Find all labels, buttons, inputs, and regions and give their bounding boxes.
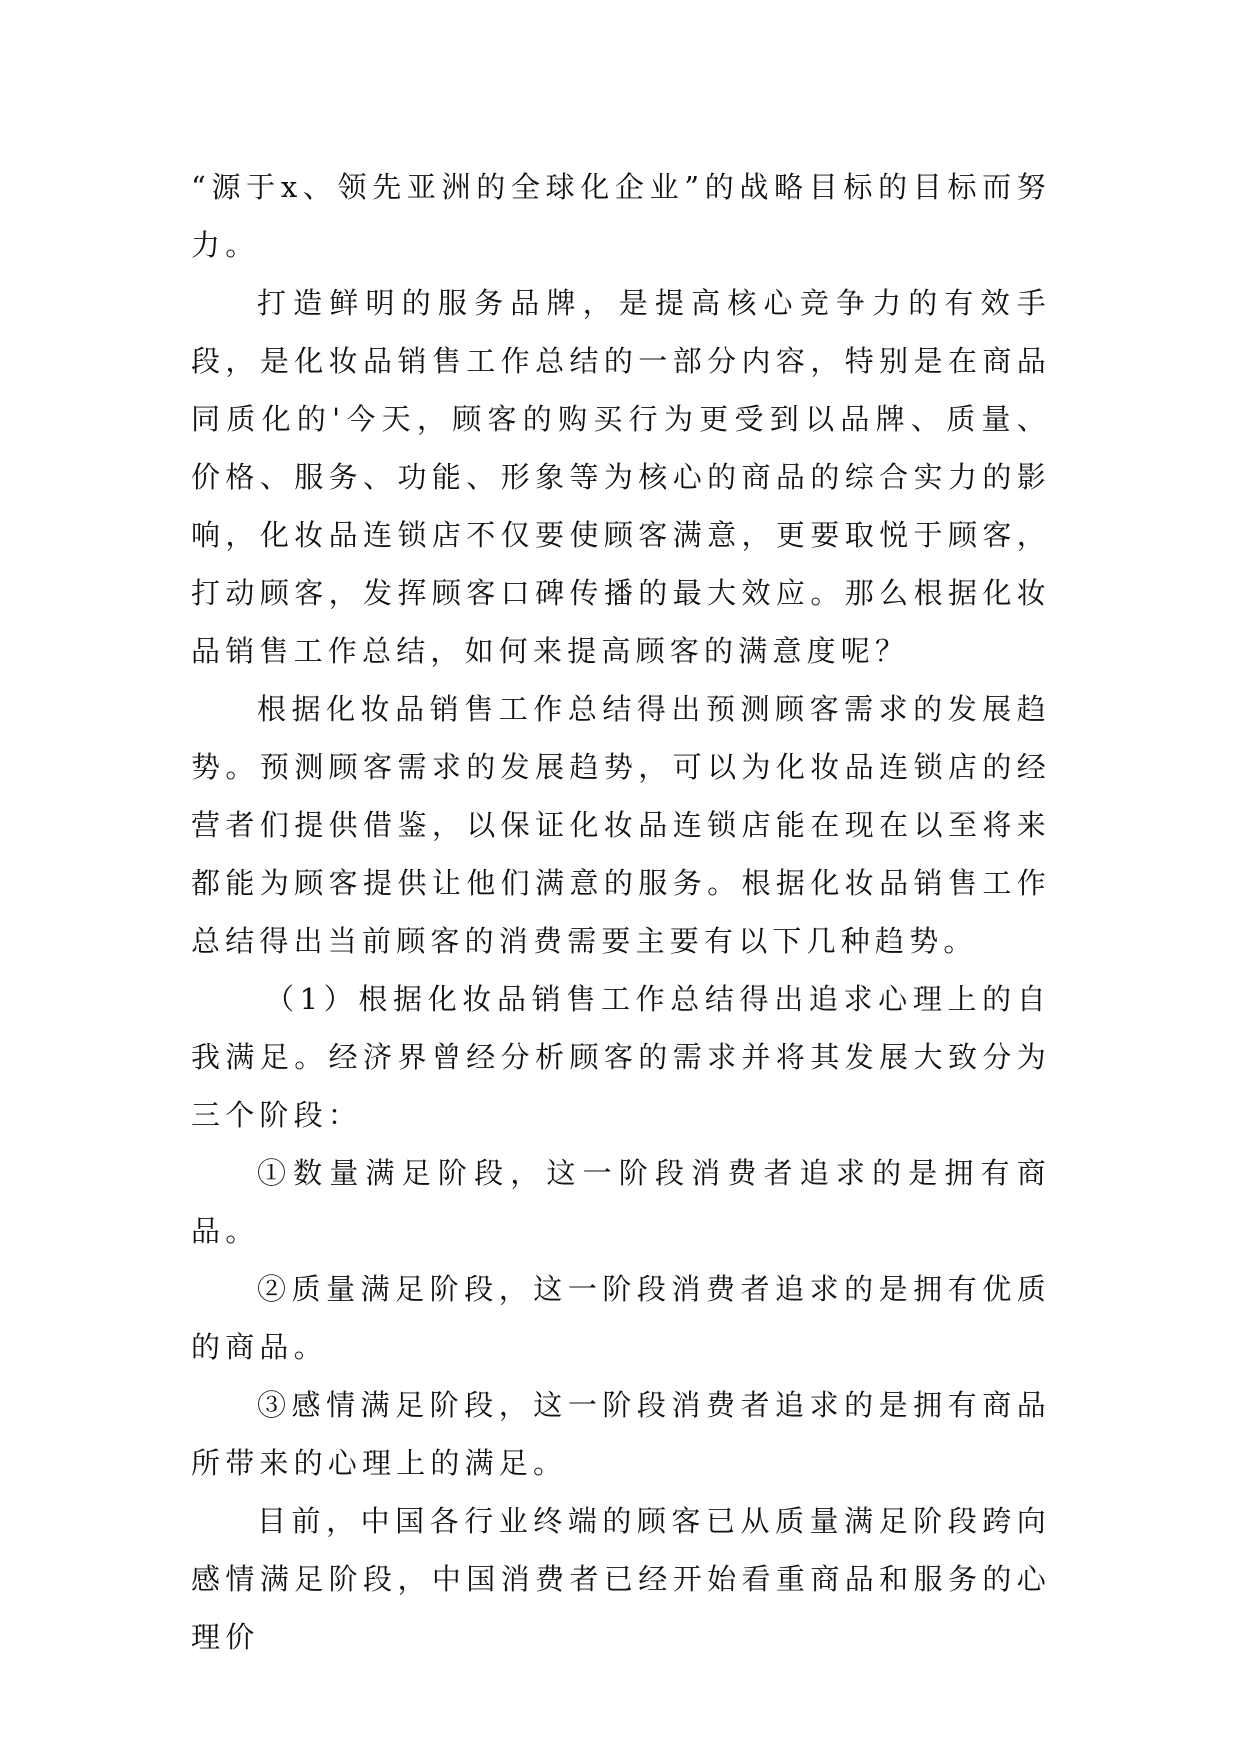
paragraph-demand-trend: 根据化妆品销售工作总结得出预测顾客需求的发展趋势。预测顾客需求的发展趋势，可以为化妆品连锁店的经营者们提供借鉴，以保证化妆品连锁店能在现在以至将来都能为顾客提供让他们满意的服务。根据化妆品销售工作总结得出当前顾客的消费需要主要有以下几种趋势。 [191,692,1051,958]
paragraph-strategic-goal: “源于x、领先亚洲的全球化企业”的战略目标的目标而努力。 [191,170,1051,262]
list-item-quantity-stage: ①数量满足阶段，这一阶段消费者追求的是拥有商品。 [191,1156,1051,1248]
list-item-emotion-stage: ③感情满足阶段，这一阶段消费者追求的是拥有商品所带来的心理上的满足。 [191,1388,1051,1480]
paragraph-current-status: 目前，中国各行业终端的顾客已从质量满足阶段跨向感情满足阶段，中国消费者已经开始看重商品和服务的心理价 [191,1504,1051,1654]
paragraph-service-brand: 打造鲜明的服务品牌，是提高核心竞争力的有效手段，是化妆品销售工作总结的一部分内容，特别是在商品同质化的'今天，顾客的购买行为更受到以品牌、质量、价格、服务、功能、形象等为核心的商品的综合实力的影响，化妆品连锁店不仅要使顾客满意，更要取悦于顾客，打动顾客，发挥顾客口碑传播的最大效应。那么根据化妆品销售工作总结，如何来提高顾客的满意度呢？ [191,286,1051,668]
paragraph-self-satisfaction: （1）根据化妆品销售工作总结得出追求心理上的自我满足。经济界曾经分析顾客的需求并将其发展大致分为三个阶段： [191,982,1051,1132]
document-body [191,158,1051,1666]
list-item-quality-stage: ②质量满足阶段，这一阶段消费者追求的是拥有优质的商品。 [191,1272,1051,1364]
